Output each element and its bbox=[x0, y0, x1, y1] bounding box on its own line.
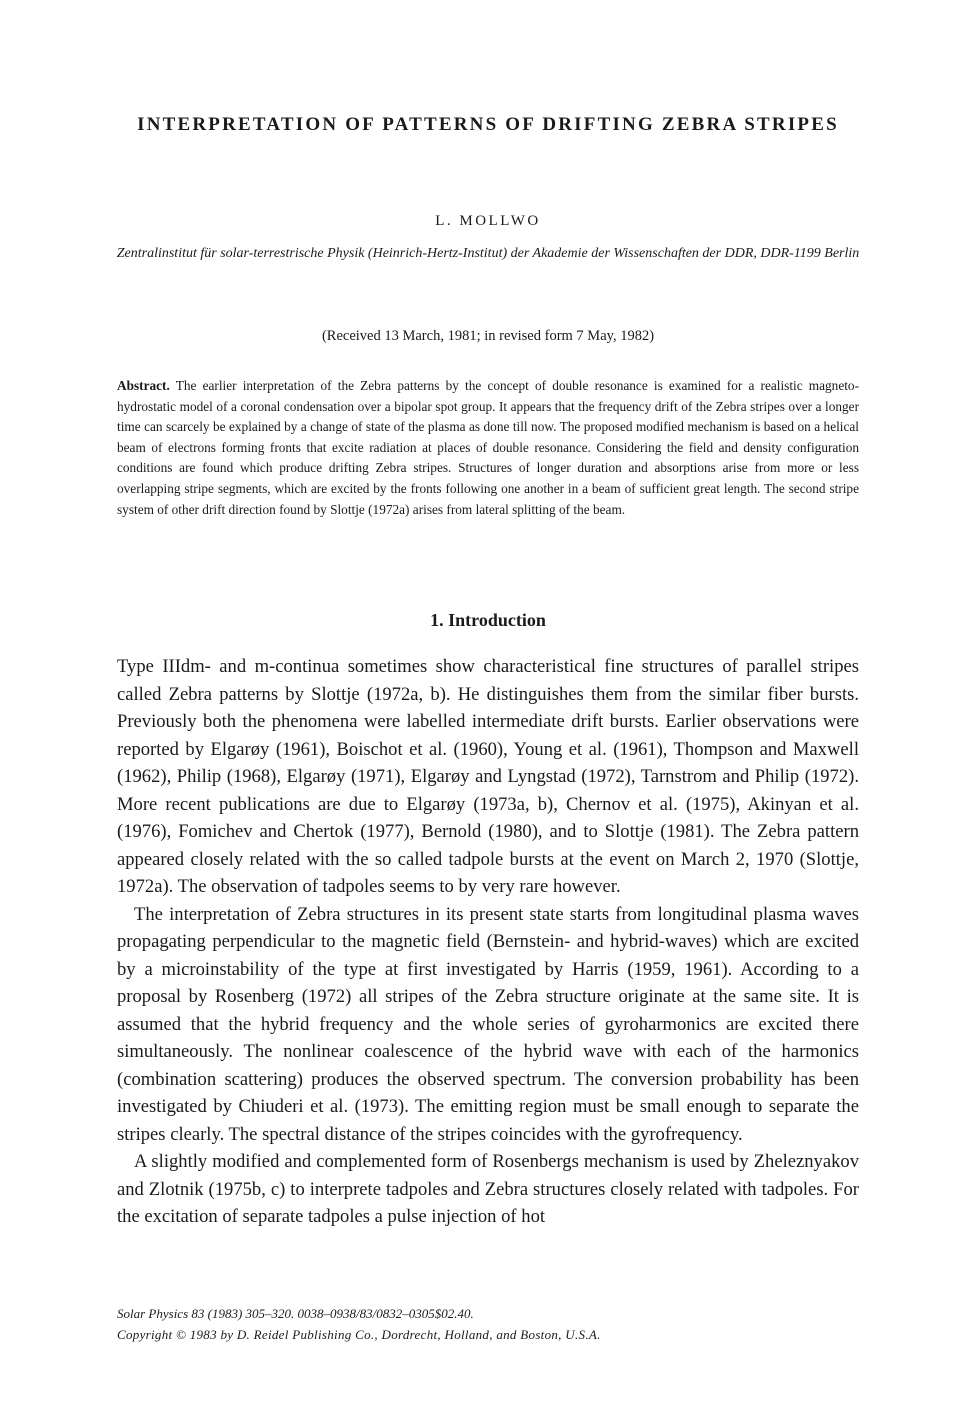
author-name: L. MOLLWO bbox=[435, 213, 541, 229]
author-affiliation: Zentralinstitut für solar-terrestrische Physik (Heinrich-Hertz-Institut) der Akademie der Wissenschaften der DDR, DDR-1199 Berlin bbox=[116, 246, 860, 261]
journal-citation: Solar Physics 83 (1983) 305–320. 0038–0938/83/0832–0305$02.40. bbox=[117, 1306, 474, 1321]
paragraph-3: A slightly modified and complemented form of Rosenbergs mechanism is used by Zheleznyakov and Zlotnik (1975b, c) to interprete tadpoles and Zebra structures closely related with tadpoles. For the excitation of separate tadpoles a pulse injection of hot bbox=[117, 1151, 859, 1227]
section-heading: 1. Introduction bbox=[430, 610, 546, 630]
page-footer bbox=[117, 1303, 859, 1345]
paragraph-1: Type IIIdm- and m-continua sometimes show characteristical fine structures of parallel stripes called Zebra patterns by Slottje (1972a, b). He distinguishes them from the similar fiber bursts. Previously both the phenomena were labelled intermediate drift bursts. Earlier observations were reported by Elgarøy (1961), Boischot et al. (1960), Young et al. (1961), Thompson and Maxwell (1962), Philip (1968), Elgarøy (1971), Elgarøy and Lyngstad (1972), Tarnstrom and Philip (1972). More recent publications are due to Elgarøy (1973a, b), Chernov et al. (1975), Akinyan et al. (1976), Fomichev and Chertok (1977), Bernold (1980), and to Slottje (1981). The Zebra pattern appeared closely related with the so called tadpole bursts at the event on March 2, 1970 (Slottje, 1972a). The observation of tadpoles seems to by very rare however. bbox=[117, 656, 859, 897]
body-text bbox=[117, 653, 859, 1231]
received-dates: (Received 13 March, 1981; in revised form 7 May, 1982) bbox=[321, 328, 655, 344]
abstract-text: The earlier interpretation of the Zebra patterns by the concept of double resonance is examined for a realistic magneto-hydrostatic model of a coronal condensation over a bipolar spot group. It appears that the frequency drift of the Zebra stripes over a longer time can scarcely be explained by a change of state of the plasma as done till now. The proposed modified mechanism is based on a helical beam of electrons forming fronts that excite radiation at places of double resonance. Considering the field and density configuration conditions are found which produce drifting Zebra stripes. Structures of longer duration and absorptions arise from more or less overlapping stripe segments, which are excited by the fronts following one another in a beam of sufficient great length. The second stripe system of other drift direction found by Slottje (1972a) arises from lateral splitting of the beam. bbox=[117, 378, 859, 517]
copyright-notice: Copyright © 1983 by D. Reidel Publishing Co., Dordrecht, Holland, and Boston, U.S.A. bbox=[117, 1327, 601, 1342]
abstract bbox=[117, 376, 859, 520]
paragraph-2: The interpretation of Zebra structures in its present state starts from longitudinal plasma waves propagating perpendicular to the magnetic field (Bernstein- and hybrid-waves) which are excited by a microinstability of the type at first investigated by Harris (1959, 1961). According to a proposal by Rosenberg (1972) all stripes of the Zebra structure originate at the same site. It is assumed that the hybrid frequency and the whole series of gyroharmonics are excited there simultaneously. The nonlinear coalescence of the hybrid wave with each of the harmonics (combination scattering) produces the observed spectrum. The conversion probability has been investigated by Chiuderi et al. (1973). The emitting region must be small enough to separate the stripes clearly. The spectral distance of the stripes coincides with the gyrofrequency. bbox=[117, 903, 859, 1145]
abstract-label: Abstract. bbox=[117, 378, 170, 393]
paper-title: INTERPRETATION OF PATTERNS OF DRIFTING ZEBRA STRIPES bbox=[137, 114, 839, 135]
